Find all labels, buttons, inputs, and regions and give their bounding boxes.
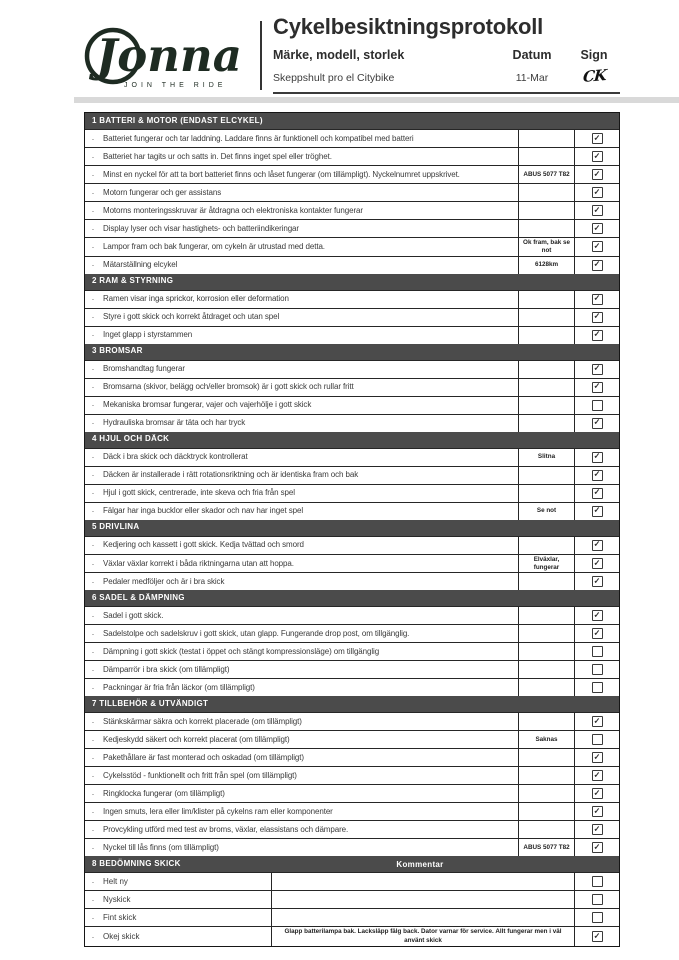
check-icon: ✓ [593,505,601,515]
checkbox-cell [574,679,619,696]
checkbox-cell [574,785,619,802]
checkbox[interactable] [592,205,603,216]
checkbox-cell [574,202,619,219]
row-bullet-icon: · [91,628,95,639]
checkbox-cell [574,238,619,256]
checklist-row [85,730,619,748]
checklist-row [85,926,619,945]
checklist-row [85,147,619,165]
row-bullet-icon: · [91,734,95,745]
row-bullet-icon: · [91,788,95,799]
check-icon: ✓ [593,931,601,941]
row-bullet-icon: · [91,752,95,763]
checklist-row [85,256,619,274]
row-bullet-icon: · [91,187,95,198]
checkbox[interactable] [592,824,603,835]
row-bullet-icon: · [91,488,95,499]
row-bullet-icon: · [91,506,95,517]
row-bullet-icon: · [91,894,95,905]
checkbox[interactable] [592,664,603,675]
item-note [518,415,574,432]
check-icon: ✓ [593,842,601,852]
check-icon: ✓ [593,558,601,568]
row-bullet-icon: · [91,646,95,657]
section-title: 8 BEDÖMNING SKICK [92,859,181,869]
checkbox[interactable] [592,770,603,781]
item-note: ABUS 5077 T82 [518,839,574,856]
checkbox[interactable] [592,716,603,727]
checklist-row [85,165,619,183]
item-note [518,327,574,344]
checklist-row [85,766,619,784]
checklist-row [85,554,619,573]
check-icon: ✓ [593,752,601,762]
checkbox-cell [574,731,619,748]
section-title: 3 BROMSAR [92,346,143,356]
item-text: Kedjeskydd säkert och korrekt placerat (om tillämpligt) [103,734,290,744]
item-text: Ringklocka fungerar (om tillämpligt) [103,788,225,798]
item-text: Pedaler medföljer och är i bra skick [103,576,225,586]
checklist-row [85,890,619,908]
checklist-row [85,201,619,219]
row-bullet-icon: · [91,806,95,817]
item-note [518,803,574,820]
item-text: Lampor fram och bak fungerar, om cykeln är utrustad med detta. [103,241,325,251]
checklist-row [85,606,619,624]
checkbox[interactable] [592,294,603,305]
check-icon: ✓ [593,311,601,321]
row-bullet-icon: · [91,470,95,481]
checkbox[interactable] [592,610,603,621]
section-header [85,696,619,712]
checkbox[interactable] [592,223,603,234]
checkbox[interactable] [592,931,603,942]
section-title: 1 BATTERI & MOTOR (ENDAST ELCYKEL) [92,115,263,125]
item-text: Hydrauliska bromsar är täta och har tryck [103,418,246,428]
checkbox-cell [574,361,619,378]
checklist-row [85,712,619,730]
item-text: Motorn fungerar och ger assistans [103,187,222,197]
check-icon: ✓ [593,151,601,160]
checkbox[interactable] [592,151,603,162]
item-text: Helt ny [101,873,272,890]
item-note [518,625,574,642]
item-text: Nyckel till lås finns (om tillämpligt) [103,842,219,852]
logo-wordmark: Jonna [96,29,242,82]
row-bullet-icon: · [91,400,95,411]
item-note: ABUS 5077 T82 [518,166,574,183]
check-icon: ✓ [593,223,601,232]
item-note [518,148,574,165]
checkbox-cell [574,537,619,554]
item-note [518,397,574,414]
row-bullet-icon: · [91,824,95,835]
row-bullet-icon: · [91,682,95,693]
item-note [518,537,574,554]
item-note [518,202,574,219]
item-note [518,130,574,147]
check-icon: ✓ [593,293,601,303]
item-note [518,643,574,660]
item-text: Däcken är installerade i rätt rotationsriktning och är identiska fram och bak [103,470,359,480]
checkbox[interactable] [592,330,603,341]
row-bullet-icon: · [91,133,95,144]
checklist-row [85,129,619,147]
row-bullet-icon: · [91,312,95,323]
checkbox[interactable] [592,540,603,551]
item-note: Se not [518,503,574,520]
checkbox-cell [574,291,619,308]
checklist-row [85,466,619,484]
check-icon: ✓ [593,487,601,497]
item-text: Batteriet har tagits ur och satts in. Det finns inget spel eller tröghet. [103,151,332,161]
item-comment [272,873,574,890]
checklist-row [85,838,619,856]
row-bullet-icon: · [91,664,95,675]
checkbox-cell [574,803,619,820]
item-text: Stänkskärmar säkra och korrekt placerade (om tillämpligt) [103,716,302,726]
row-bullet-icon: · [91,576,95,587]
checklist-row [85,820,619,838]
item-text: Dämparrör i bra skick (om tillämpligt) [103,664,230,674]
checklist-row [85,572,619,590]
checkbox[interactable] [592,734,603,745]
checkbox-cell [574,379,619,396]
checkbox[interactable] [592,576,603,587]
checkbox[interactable] [592,133,603,144]
checkbox-cell [574,909,619,926]
item-text: Ingen smuts, lera eller lim/klister på cykelns ram eller komponenter [103,806,333,816]
check-icon: ✓ [593,539,601,549]
row-bullet-icon: · [91,842,95,853]
item-text: Sadelstolpe och sadelskruv i gott skick, utan glapp. Fungerande drop post, om tillgänglig. [103,628,410,638]
check-icon: ✓ [593,576,601,586]
checkbox-cell [574,891,619,908]
check-icon: ✓ [593,169,601,178]
checkbox[interactable] [592,646,603,657]
checklist-row [85,308,619,326]
page-top-strip [74,97,679,103]
check-icon: ✓ [593,716,601,726]
checklist-row [85,290,619,308]
check-icon: ✓ [593,469,601,479]
checkbox[interactable] [592,364,603,375]
check-icon: ✓ [593,133,601,142]
item-text: Nyskick [101,891,272,908]
checkbox[interactable] [592,752,603,763]
check-icon: ✓ [593,381,601,391]
checkbox[interactable] [592,558,603,569]
item-note [518,379,574,396]
checkbox-cell [574,821,619,838]
checkbox[interactable] [592,418,603,429]
item-note [518,767,574,784]
jonna-logo-icon [82,14,256,96]
row-bullet-icon: · [91,912,95,923]
checklist-row [85,414,619,432]
checkbox[interactable] [592,241,603,252]
section-header [85,274,619,290]
item-text: Fint skick [101,909,272,926]
check-icon: ✓ [593,363,601,373]
section-title: 4 HJUL OCH DÄCK [92,434,170,444]
checklist-row [85,802,619,820]
checkbox-cell [574,148,619,165]
check-icon: ✓ [593,610,601,620]
row-bullet-icon: · [91,223,95,234]
item-note [518,361,574,378]
checkbox-cell [574,607,619,624]
section-header [85,344,619,360]
row-bullet-icon: · [91,330,95,341]
checkbox-cell [574,130,619,147]
checkbox-cell [574,415,619,432]
checklist-row [85,908,619,926]
checkbox[interactable] [592,806,603,817]
checkbox[interactable] [592,470,603,481]
item-note [518,573,574,590]
check-icon: ✓ [593,824,601,834]
row-bullet-icon: · [91,558,95,569]
item-comment: Glapp batterilampa bak. Lacksläpp fälg back. Dator varnar för service. Allt fungerar men i väl använt skick [284,928,562,944]
checkbox[interactable] [592,894,603,905]
item-note [518,679,574,696]
section-header [85,590,619,606]
checkbox-cell [574,327,619,344]
check-icon: ✓ [593,806,601,816]
checklist-row [85,360,619,378]
checkbox[interactable] [592,312,603,323]
checklist-row [85,536,619,554]
item-text: Fälgar har inga bucklor eller skador och nav har inget spel [103,506,303,516]
check-icon: ✓ [593,770,601,780]
page-title: Cykelbesiktningsprotokoll [273,14,544,39]
row-bullet-icon: · [91,931,95,942]
row-bullet-icon: · [91,151,95,162]
date-field-label: Datum [512,48,552,63]
section-title: 5 DRIVLINA [92,522,140,532]
brand-logo [82,14,256,96]
row-bullet-icon: · [91,770,95,781]
sign-field-label: Sign [580,48,608,63]
checkbox-cell [574,449,619,466]
item-text: Växlar växlar korrekt i båda riktningarna utan att hoppa. [103,558,294,568]
checkbox-cell [574,643,619,660]
row-bullet-icon: · [91,540,95,551]
item-note [518,607,574,624]
item-text: Display lyser och visar hastighets- och batteriindikeringar [103,223,299,233]
bike-field-label: Märke, modell, storlek [273,48,405,63]
checkbox-cell [574,749,619,766]
item-note: Slitna [518,449,574,466]
checkbox-cell [574,927,619,945]
check-icon: ✓ [593,205,601,214]
checkbox-cell [574,467,619,484]
section-header [85,856,619,872]
item-text: Inget glapp i styrstammen [103,330,193,340]
item-text: Sadel i gott skick. [103,610,164,620]
checkbox[interactable] [592,628,603,639]
check-icon: ✓ [593,417,601,427]
check-icon: ✓ [593,329,601,339]
checkbox[interactable] [592,682,603,693]
section-title: 6 SADEL & DÄMPNING [92,593,185,603]
check-icon: ✓ [593,788,601,798]
item-text: Minst en nyckel för att ta bort batteriet finns och låset fungerar (om tillämpligt). Nyckelnumret uppskrivet. [103,169,460,179]
signature: CK [581,66,607,87]
header-title-block [273,15,620,94]
checklist-row [85,484,619,502]
section-header [85,113,619,129]
section-title: 2 RAM & STYRNING [92,276,174,286]
item-note [518,661,574,678]
section-header [85,520,619,536]
checklist-row [85,624,619,642]
item-text: Styre i gott skick och korrekt åtdraget och utan spel [103,312,280,322]
item-note [518,220,574,237]
checkbox-cell [574,661,619,678]
checkbox[interactable] [592,788,603,799]
item-note [518,713,574,730]
checklist-table [84,112,620,947]
checklist-row [85,396,619,414]
checkbox-cell [574,503,619,520]
checkbox[interactable] [592,488,603,499]
item-text: Cykelsstöd - funktionellt och fritt från spel (om tillämpligt) [103,770,297,780]
bike-field-value: Skeppshult pro el Citybike [273,72,395,85]
checklist-row [85,183,619,201]
date-field-value: 11-Mar [515,72,549,85]
checkbox-cell [574,767,619,784]
check-icon: ✓ [593,187,601,196]
item-note [518,309,574,326]
checkbox-cell [574,713,619,730]
checkbox[interactable] [592,169,603,180]
item-note [518,467,574,484]
section-title: 7 TILLBEHÖR & UTVÄNDIGT [92,699,209,709]
checkbox[interactable] [592,876,603,887]
checkbox-cell [574,555,619,573]
checkbox[interactable] [592,400,603,411]
item-text: Bromshandtag fungerar [103,364,185,374]
checklist-row [85,237,619,256]
row-bullet-icon: · [91,418,95,429]
item-text: Kedjering och kassett i gott skick. Kedja tvättad och smord [103,540,304,550]
item-note: Saknas [518,731,574,748]
checklist-row [85,784,619,802]
item-text: Däck i bra skick och däcktryck kontrollerat [103,452,248,462]
item-note [518,749,574,766]
item-note [518,821,574,838]
row-bullet-icon: · [91,169,95,180]
item-text: Mätarställning elcykel [103,260,178,270]
logo-tagline: JOIN THE RIDE [124,82,227,89]
item-text: Pakethållare är fast monterad och oskadad (om tillämpligt) [103,752,304,762]
item-text: Dämpning i gott skick (testat i öppet och stängt kompressionsläge) om tillgänglig [103,646,380,656]
section-header [85,432,619,448]
checkbox[interactable] [592,452,603,463]
checkbox[interactable] [592,382,603,393]
row-bullet-icon: · [91,716,95,727]
row-bullet-icon: · [91,876,95,887]
checklist-row [85,378,619,396]
checklist-row [85,642,619,660]
checkbox-cell [574,839,619,856]
row-bullet-icon: · [91,452,95,463]
checklist-row [85,219,619,237]
checklist-row [85,660,619,678]
row-bullet-icon: · [91,241,95,252]
checklist-row [85,748,619,766]
item-note: Elväxlar, fungerar [518,555,574,573]
checkbox-cell [574,573,619,590]
checkbox-cell [574,184,619,201]
checklist-row [85,502,619,520]
check-icon: ✓ [593,241,601,251]
checkbox[interactable] [592,506,603,517]
item-note [518,291,574,308]
row-bullet-icon: · [91,205,95,216]
checkbox-cell [574,485,619,502]
checkbox-cell [574,873,619,890]
check-icon: ✓ [593,628,601,638]
comment-column-header: Kommentar [396,859,444,869]
checkbox-cell [574,625,619,642]
item-note [518,485,574,502]
checklist-row [85,326,619,344]
header-divider [260,21,262,90]
item-text: Okej skick [101,927,272,945]
row-bullet-icon: · [91,610,95,621]
checkbox-cell [574,309,619,326]
row-bullet-icon: · [91,382,95,393]
item-comment [272,891,574,908]
checkbox-cell [574,257,619,274]
item-text: Motorns monteringsskruvar är åtdragna och elektroniska kontakter fungerar [103,205,363,215]
checkbox-cell [574,166,619,183]
checkbox[interactable] [592,842,603,853]
item-text: Batteriet fungerar och tar laddning. Laddare finns är funktionell och kompatibel med batteri [103,133,414,143]
item-text: Ramen visar inga sprickor, korrosion eller deformation [103,294,289,304]
checkbox-cell [574,397,619,414]
item-note [518,184,574,201]
checklist-row [85,678,619,696]
item-note [518,785,574,802]
checkbox[interactable] [592,260,603,271]
item-comment [272,909,574,926]
item-text: Packningar är fria från läckor (om tillämpligt) [103,682,255,692]
item-text: Mekaniska bromsar fungerar, vajer och vajerhölje i gott skick [103,400,312,410]
row-bullet-icon: · [91,294,95,305]
check-icon: ✓ [593,259,601,269]
item-text: Bromsarna (skivor, belägg och/eller bromsok) är i gott skick och rullar fritt [103,382,354,392]
item-note: 6128km [518,257,574,274]
row-bullet-icon: · [91,364,95,375]
check-icon: ✓ [593,451,601,461]
checkbox[interactable] [592,912,603,923]
row-bullet-icon: · [91,260,95,271]
item-note: Ok fram, bak se not [518,238,574,256]
item-text: Provcykling utförd med test av broms, växlar, elassistans och dämpare. [103,824,349,834]
checklist-row [85,448,619,466]
checkbox[interactable] [592,187,603,198]
checkbox-cell [574,220,619,237]
item-text: Hjul i gott skick, centrerade, inte skeva och fria från spel [103,488,295,498]
checklist-row [85,872,619,890]
